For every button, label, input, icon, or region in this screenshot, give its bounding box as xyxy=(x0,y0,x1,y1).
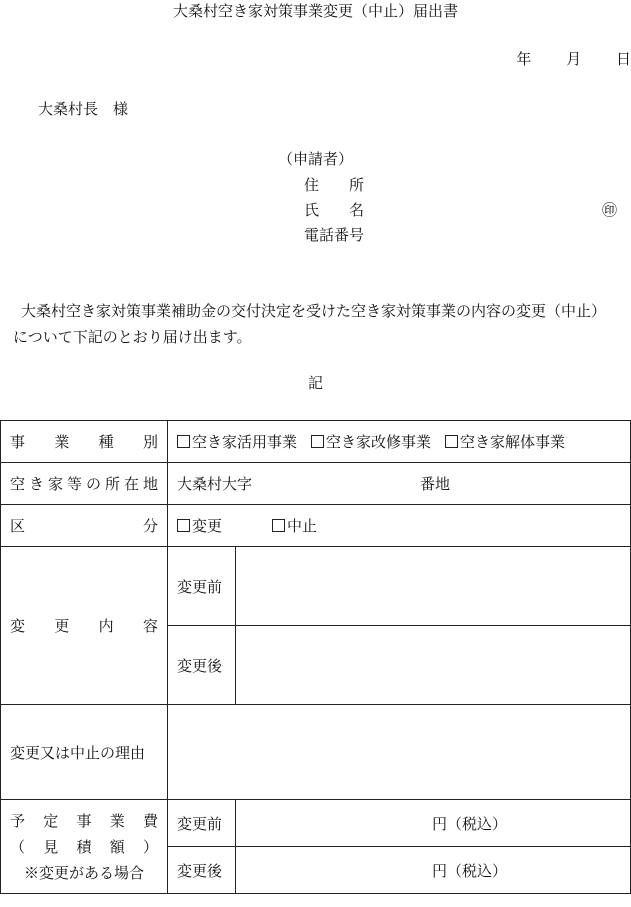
cost-after-yen: 円（税込） xyxy=(432,861,508,880)
after-label: 変更後 xyxy=(177,656,223,675)
location-value-cell[interactable] xyxy=(168,463,631,505)
after-value-cell[interactable] xyxy=(236,626,631,705)
date-year: 年 xyxy=(516,50,532,68)
cost-before-yen: 円（税込） xyxy=(432,814,508,833)
after-label-cell xyxy=(168,626,236,705)
checkbox-renovation[interactable]: 空き家改修事業 xyxy=(311,431,431,452)
applicant-phone-label: 電話番号 xyxy=(304,226,365,244)
location-label-cell xyxy=(1,463,168,505)
checkbox-utilization[interactable]: 空き家活用事業 xyxy=(177,431,297,452)
reason-label-cell xyxy=(1,705,168,800)
checkbox-cancel[interactable]: 中止 xyxy=(272,515,317,536)
cost-before-value-cell[interactable] xyxy=(236,800,631,847)
project-type-label: 事業種別 xyxy=(10,433,158,451)
document-title: 大桑村空き家対策事業変更（中止）届出書 xyxy=(172,2,458,20)
body-paragraph: 大桑村空き家対策事業補助金の交付決定を受けた空き家対策事業の内容の変更（中止）について下記のとおり届け出ます。 xyxy=(13,302,607,346)
cost-label-line-3: ※変更がある場合 xyxy=(23,863,144,882)
project-type-options-cell xyxy=(168,421,631,463)
checkbox-box-icon xyxy=(311,435,324,448)
before-value-cell[interactable] xyxy=(236,547,631,626)
cost-before-label-cell xyxy=(168,800,236,847)
change-content-label: 変更内容 xyxy=(10,617,158,635)
row-change-before xyxy=(1,547,631,626)
date-month: 月 xyxy=(566,50,582,68)
addressee: 大桑村長 様 xyxy=(38,100,129,118)
body-text xyxy=(13,298,613,350)
category-options-cell xyxy=(168,505,631,547)
location-suffix: 番地 xyxy=(420,475,451,493)
location-label: 空き家等の所在地 xyxy=(10,475,158,493)
applicant-address-label: 住 所 xyxy=(304,176,365,194)
project-type-label-cell xyxy=(1,421,168,463)
cost-label-cell xyxy=(1,800,168,894)
seal-mark: ㊞ xyxy=(602,201,618,219)
before-label-cell xyxy=(168,547,236,626)
row-location xyxy=(1,463,631,505)
applicant-name-label: 氏 名 xyxy=(304,201,365,219)
applicant-label: （申請者） xyxy=(278,150,354,168)
row-reason xyxy=(1,705,631,800)
cost-label-line-1: 予定事業費 xyxy=(10,811,158,830)
category-label-cell xyxy=(1,505,168,547)
change-content-label-cell xyxy=(1,547,168,705)
checkbox-box-icon xyxy=(272,519,285,532)
row-project-type xyxy=(1,421,631,463)
checkbox-box-icon xyxy=(445,435,458,448)
date-day: 日 xyxy=(615,50,631,68)
checkbox-change[interactable]: 変更 xyxy=(177,515,222,536)
date-line xyxy=(486,48,631,69)
reason-value-cell[interactable] xyxy=(168,705,631,800)
cost-after-label-cell xyxy=(168,847,236,894)
cost-after-value-cell[interactable] xyxy=(236,847,631,894)
cost-label-line-2: （見積額） xyxy=(10,837,158,856)
cost-before-label: 変更前 xyxy=(177,814,223,833)
ki-heading: 記 xyxy=(307,374,323,392)
cost-after-label: 変更後 xyxy=(177,861,223,880)
notification-form-table xyxy=(0,420,631,894)
reason-label: 変更又は中止の理由 xyxy=(10,743,146,762)
checkbox-box-icon xyxy=(177,435,190,448)
row-cost-before xyxy=(1,800,631,847)
before-label: 変更前 xyxy=(177,577,223,596)
row-category xyxy=(1,505,631,547)
checkbox-box-icon xyxy=(177,519,190,532)
location-prefix: 大桑村大字 xyxy=(177,475,253,493)
category-label: 区分 xyxy=(10,517,158,535)
checkbox-demolition[interactable]: 空き家解体事業 xyxy=(445,431,565,452)
